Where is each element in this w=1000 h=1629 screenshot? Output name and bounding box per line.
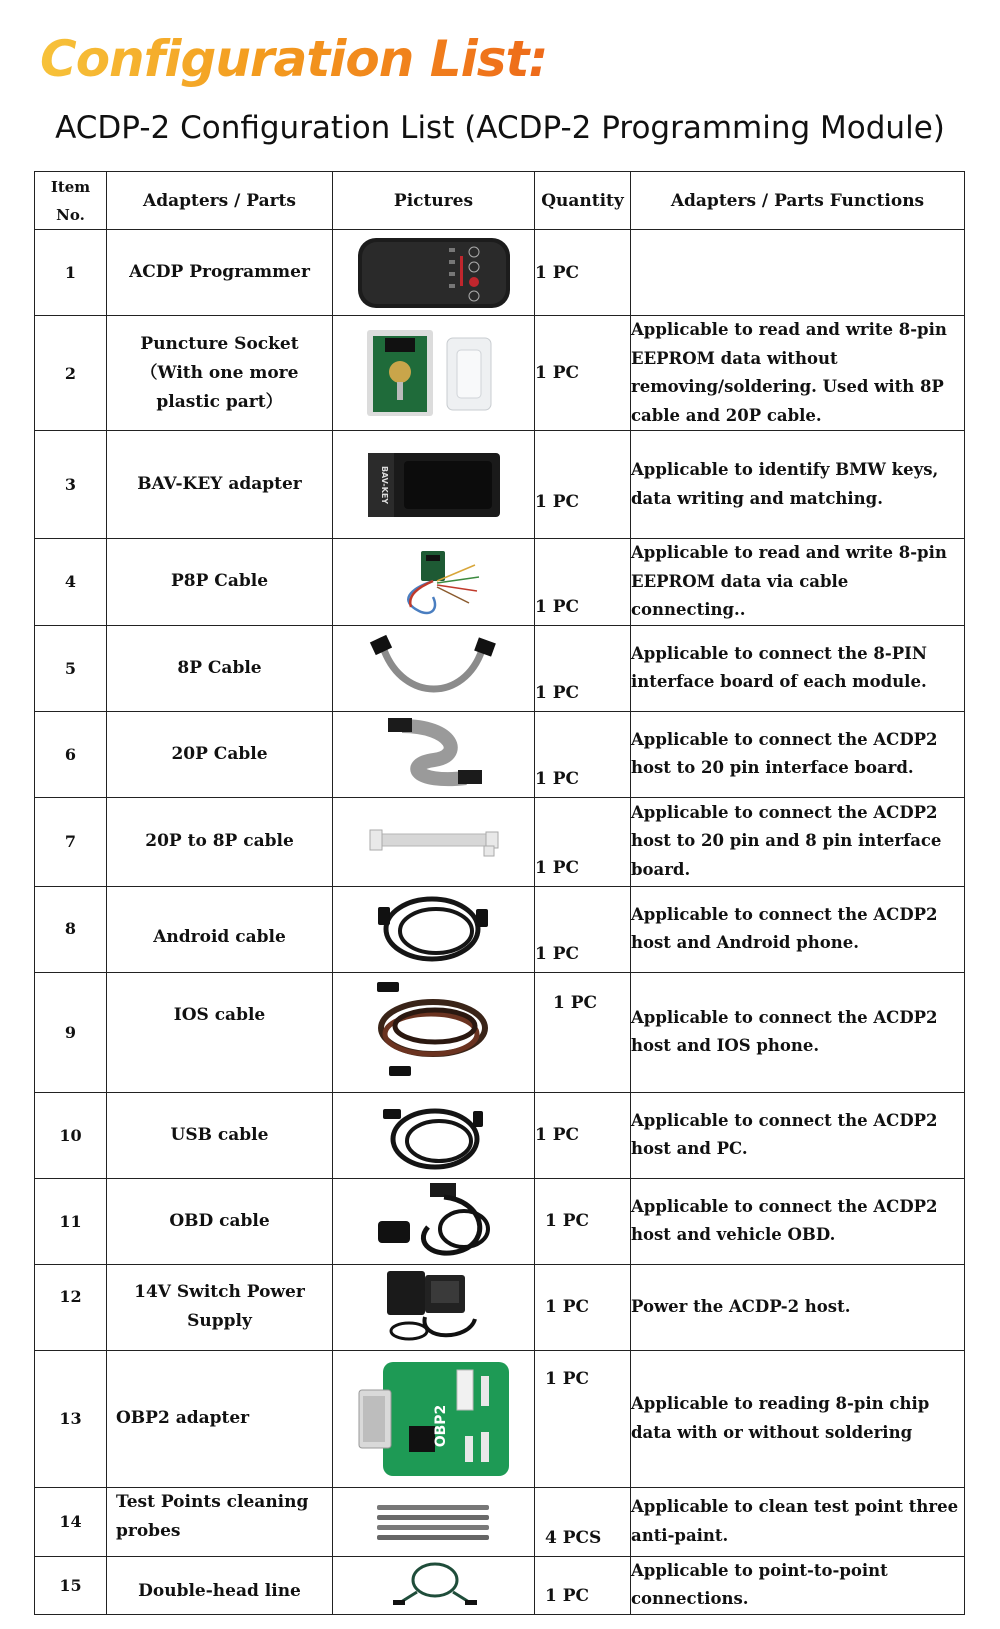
header-functions: Adapters / Parts Functions (631, 172, 965, 230)
table-row (35, 539, 965, 626)
item-function: Applicable to connect the ACDP2 host to 20 pin and 8 pin interface board. (631, 797, 965, 886)
table-header-row (35, 172, 965, 230)
table-row (35, 886, 965, 972)
double-head-line-image (333, 1556, 535, 1614)
item-function: Applicable to connect the ACDP2 host and Android phone. (631, 886, 965, 972)
item-name: Puncture Socket （With one more plastic part） (107, 316, 333, 431)
acdp-programmer-image (333, 230, 535, 316)
item-number: 2 (35, 316, 107, 431)
item-quantity: 1 PC (535, 1556, 631, 1614)
item-quantity: 1 PC (535, 972, 631, 1092)
table-row (35, 1178, 965, 1264)
item-name: IOS cable (107, 972, 333, 1092)
item-name: USB cable (107, 1092, 333, 1178)
item-function: Applicable to identify BMW keys, data writing and matching. (631, 431, 965, 539)
item-quantity: 1 PC (535, 625, 631, 711)
item-name: OBP2 adapter (107, 1350, 333, 1487)
item-number: 15 (35, 1556, 107, 1614)
item-number: 8 (35, 886, 107, 972)
item-function: Power the ACDP-2 host. (631, 1264, 965, 1350)
table-row (35, 1556, 965, 1614)
item-function: Applicable to reading 8-pin chip data with or without soldering (631, 1350, 965, 1487)
20p-cable-image (333, 711, 535, 797)
p8p-cable-image (333, 539, 535, 626)
item-function: Applicable to connect the ACDP2 host and PC. (631, 1092, 965, 1178)
page-subtitle: ACDP-2 Configuration List (ACDP-2 Programming Module) (55, 110, 945, 146)
item-number: 9 (35, 972, 107, 1092)
item-name: Double-head line (107, 1556, 333, 1614)
obp2-adapter-image (333, 1350, 535, 1487)
item-name: Test Points cleaning probes (107, 1487, 333, 1556)
20p-to-8p-cable-image (333, 797, 535, 886)
item-number: 11 (35, 1178, 107, 1264)
item-function: Applicable to clean test point three anti-paint. (631, 1487, 965, 1556)
item-number: 1 (35, 230, 107, 316)
item-function (631, 230, 965, 316)
item-quantity: 1 PC (535, 1178, 631, 1264)
item-function: Applicable to read and write 8-pin EEPROM data without removing/soldering. Used with 8P cable and 20P cable. (631, 316, 965, 431)
item-name: ACDP Programmer (107, 230, 333, 316)
item-name: BAV-KEY adapter (107, 431, 333, 539)
bav-key-adapter-image (333, 431, 535, 539)
item-quantity: 1 PC (535, 797, 631, 886)
power-supply-image (333, 1264, 535, 1350)
table-row (35, 797, 965, 886)
item-quantity: 1 PC (535, 230, 631, 316)
table-row (35, 230, 965, 316)
item-function: Applicable to connect the ACDP2 host to 20 pin interface board. (631, 711, 965, 797)
puncture-socket-image (333, 316, 535, 431)
item-function: Applicable to connect the ACDP2 host and IOS phone. (631, 972, 965, 1092)
item-function: Applicable to connect the ACDP2 host and vehicle OBD. (631, 1178, 965, 1264)
item-quantity: 1 PC (535, 316, 631, 431)
header-quantity: Quantity (535, 172, 631, 230)
obp2-label: OBP2 (432, 1404, 449, 1447)
item-quantity: 1 PC (535, 1092, 631, 1178)
item-name: 8P Cable (107, 625, 333, 711)
item-quantity: 4 PCS (535, 1487, 631, 1556)
cleaning-probes-image (333, 1487, 535, 1556)
item-name: 14V Switch Power Supply (107, 1264, 333, 1350)
page-title: Configuration List: (40, 30, 548, 88)
obd-cable-image (333, 1178, 535, 1264)
android-cable-image (333, 886, 535, 972)
item-number: 5 (35, 625, 107, 711)
item-quantity: 1 PC (535, 1264, 631, 1350)
header-item-no (35, 172, 107, 230)
item-number: 4 (35, 539, 107, 626)
item-number: 14 (35, 1487, 107, 1556)
table-row (35, 316, 965, 431)
header-item-label: Item (50, 177, 91, 196)
item-quantity: 1 PC (535, 711, 631, 797)
item-number: 3 (35, 431, 107, 539)
item-number: 12 (35, 1264, 107, 1350)
item-name: 20P Cable (107, 711, 333, 797)
item-number: 6 (35, 711, 107, 797)
item-number: 13 (35, 1350, 107, 1487)
item-name: OBD cable (107, 1178, 333, 1264)
item-name: P8P Cable (107, 539, 333, 626)
item-function: Applicable to connect the 8-PIN interface board of each module. (631, 625, 965, 711)
configuration-table (34, 171, 965, 1615)
header-parts: Adapters / Parts (107, 172, 333, 230)
usb-cable-image (333, 1092, 535, 1178)
header-pictures: Pictures (333, 172, 535, 230)
table-row (35, 625, 965, 711)
bav-key-label: BAV-KEY (379, 465, 389, 504)
item-name: 20P to 8P cable (107, 797, 333, 886)
table-row (35, 711, 965, 797)
table-row (35, 431, 965, 539)
item-quantity: 1 PC (535, 431, 631, 539)
table-row (35, 972, 965, 1092)
table-row (35, 1487, 965, 1556)
item-name: Android cable (107, 886, 333, 972)
item-number: 7 (35, 797, 107, 886)
table-row (35, 1264, 965, 1350)
item-quantity: 1 PC (535, 886, 631, 972)
header-no-label: No. (56, 205, 85, 224)
table-row (35, 1350, 965, 1487)
item-number: 10 (35, 1092, 107, 1178)
ios-cable-image (333, 972, 535, 1092)
item-quantity: 1 PC (535, 1350, 631, 1487)
item-function: Applicable to read and write 8-pin EEPROM data via cable connecting.. (631, 539, 965, 626)
item-function: Applicable to point-to-point connections. (631, 1556, 965, 1614)
table-row (35, 1092, 965, 1178)
item-quantity: 1 PC (535, 539, 631, 626)
8p-cable-image (333, 625, 535, 711)
